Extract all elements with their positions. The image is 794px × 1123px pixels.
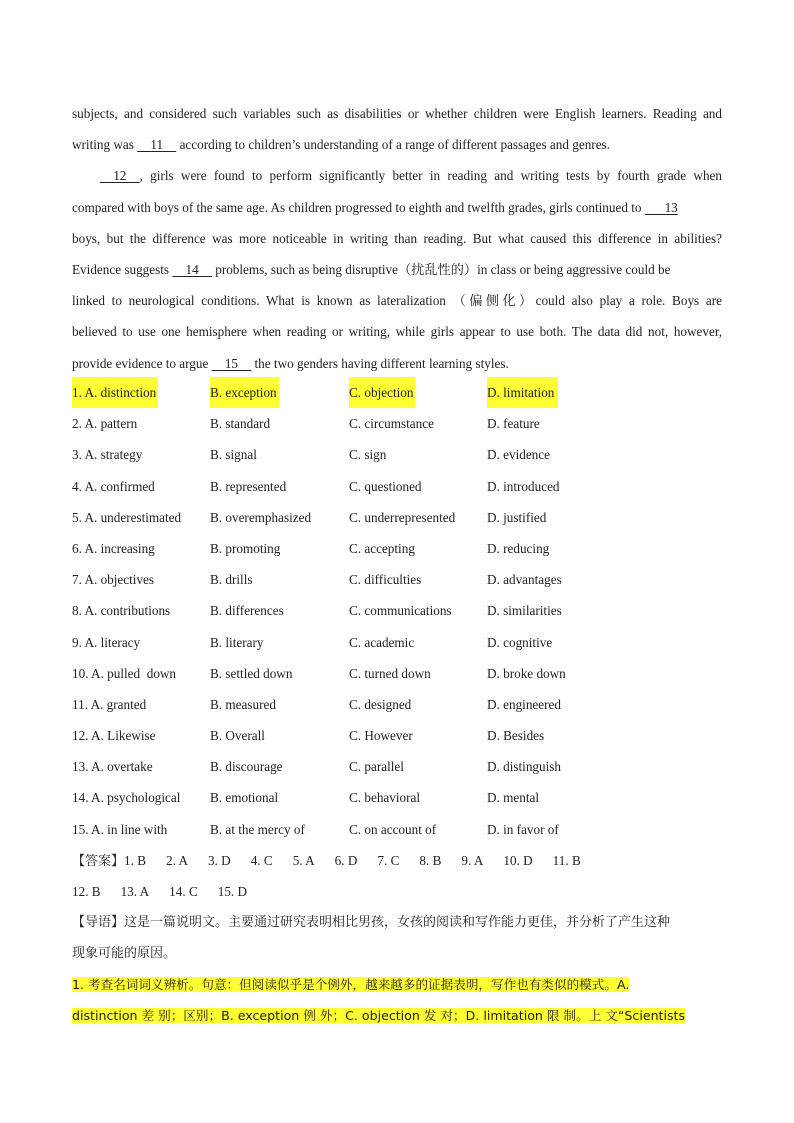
passage-line: 12 , girls were found to perform significantly better in reading and writing tests by fourth grade when: [72, 160, 722, 191]
option-row: 15. A. in line with B. at the mercy of C. on account of D. in favor of: [72, 821, 559, 837]
blank-11: 11: [137, 137, 177, 153]
option-row: 13. A. overtake B. discourage C. parallel D. distinguish: [72, 759, 562, 775]
explanation-line: distinction 差 别；区别；B. exception 例 外；C. objection 发 对；D. limitation 限 制。上 文“Scientists: [72, 1008, 686, 1024]
blank-15: 15: [211, 355, 252, 371]
passage-line: writing was 11 according to children’s understanding of a range of different passages and genres.: [72, 129, 722, 160]
blank-12: 12: [100, 168, 140, 184]
passage-line: believed to use one hemisphere when reading or writing, while girls appear to use both. The data did not, however,: [72, 324, 722, 340]
guide-line: 现象可能的原因。: [72, 946, 177, 962]
option-row: 9. A. literacy B. literary C. academic D. cognitive: [72, 634, 553, 650]
option-row: 14. A. psychological B. emotional C. behavioral D. mental: [72, 790, 540, 806]
passage-line: compared with boys of the same age. As children progressed to eighth and twelfth grades, girls continued to 13: [72, 192, 722, 223]
blank-13: 13: [644, 199, 678, 215]
passage-line: subjects, and considered such variables such as disabilities or whether children were English learners. Reading and: [72, 106, 722, 121]
answer-row: 【答案】1. B 2. A 3. D 4. C 5. A 6. D 7. C 8. B 9. A 10. D 11. B: [72, 853, 581, 869]
guide-line: 【导语】这是一篇说明文。主要通过研究表明相比男孩，女孩的阅读和写作能力更佳，并分析了产生这种: [72, 915, 671, 930]
passage-line: Evidence suggests 14 problems, such as being disruptive（扰乱性的）in class or being aggressive could be: [72, 254, 722, 285]
option-row: 3. A. strategy B. signal C. sign D. evidence: [72, 447, 550, 463]
answer-row: 12. B 13. A 14. C 15. D: [72, 884, 248, 900]
option-row: 11. A. granted B. measured C. designed D. engineered: [72, 696, 561, 712]
option-row: 6. A. increasing B. promoting C. accepting D. reducing: [72, 540, 550, 556]
answer-key: [72, 845, 722, 907]
option-row: 8. A. contributions B. differences C. communications D. similarities: [72, 603, 562, 619]
option-row: 5. A. underestimated B. overemphasized C. underrepresented D. justified: [72, 509, 547, 525]
option-row: 12. A. Likewise B. Overall C. However D. Besides: [72, 728, 545, 744]
explanation-section: [72, 969, 722, 1031]
blank-14: 14: [172, 261, 212, 277]
passage-line: boys, but the difference was more noticeable in writing than reading. But what caused this difference in abilities?: [72, 230, 722, 246]
option-row: 2. A. pattern B. standard C. circumstance D. feature: [72, 416, 540, 432]
option-row: 4. A. confirmed B. represented C. questioned D. introduced: [72, 478, 560, 494]
passage-line: linked to neurological conditions. What is known as lateralization （偏侧化）could also play a role. Boys are: [72, 293, 722, 309]
cloze-passage: [72, 98, 722, 379]
guide-section: [72, 907, 722, 969]
options-list: [72, 377, 722, 845]
option-row: 10. A. pulled down B. settled down C. turned down D. broke down: [72, 665, 566, 681]
answer-tag: 【答案】: [72, 854, 125, 869]
passage-line: provide evidence to argue 15 the two genders having different learning styles.: [72, 348, 722, 379]
explanation-line: 1. 考查名词词义辨析。句意：但阅读似乎是个例外，越来越多的证据表明，写作也有类似的模式。A.: [72, 977, 630, 992]
option-row: 1. A. distinction B. exception C. objection D. limitation: [72, 377, 722, 408]
option-row: 7. A. objectives B. drills C. difficulties D. advantages: [72, 572, 562, 588]
